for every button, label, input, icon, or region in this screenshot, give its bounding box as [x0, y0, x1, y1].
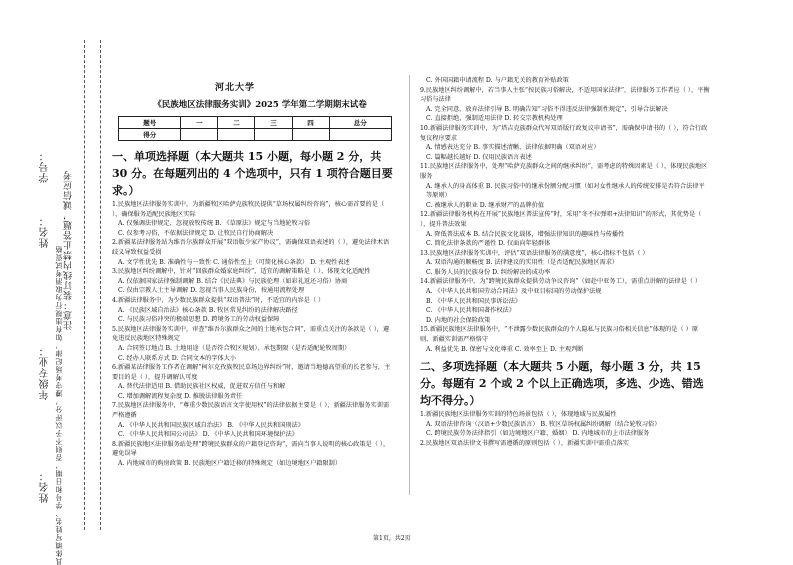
question-line: 7.民族地区法律服务中，“尊重少数民族语言文字使用权”的法律依据主要是（ ），新疆法律服务实训需严格遵循: [112, 402, 390, 420]
answer-option: C. 被继承人的职业 D. 继承财产的品牌价值: [426, 201, 545, 209]
answer-option: A. 仅依据国家法律强制调解 B. 结合《民法典》与民族伦理（如彩礼返还习俗）协商: [118, 277, 348, 285]
answer-option: C. 简化法律条款的严谨性 D. 仅面向年轻群体: [426, 240, 551, 248]
score-cell: [329, 129, 391, 141]
right-questions: [420, 76, 710, 354]
answer-option: A. 双语法律咨询（汉语+少数民族语言） B. 牧区草场权属纠纷调解（结合轮牧习俗）: [426, 420, 661, 428]
question-line: 4.新疆法律服务中，为少数民族群众提供“双语普法”时，不适宜的内容是（ ）: [112, 296, 325, 304]
question-line: 8.新疆民族地区法律服务站处理“跨境民族群众的户籍登记咨询”，需向当事人说明的核心政策是（ ），避免误导: [112, 440, 390, 458]
university-name: 河北大学: [215, 83, 256, 93]
answer-option: D. 内地的社会保险政策: [426, 316, 491, 324]
score-cell: [181, 129, 218, 141]
score-table-score-row: [119, 129, 392, 141]
exam-title: 《民族地区法律服务实训》2025 学年第二学期期末试卷: [153, 100, 367, 110]
score-table: [118, 116, 392, 141]
answer-option: A. 《中华人民共和国民族区域自治法》 B. 《中华人民共和国刑法》: [118, 421, 304, 429]
answer-option: A. 替代法律适用 B. 借助民族社区权威，促进双方信任与和解: [118, 383, 286, 391]
name-label: 姓名：: [40, 215, 51, 248]
name-label-bottom: 姓名：: [40, 470, 51, 503]
binding-dashed-line: [84, 40, 85, 530]
answer-option: C. 《中华人民共和国著作权法》: [426, 307, 515, 315]
score-cell: 四: [292, 117, 329, 129]
question-line: 11.民族地区法律服务中，处理“哈萨克族群众之间的继承纠纷”，需考虑的特殊因素是（ ），体现民族地区服务: [420, 163, 708, 180]
score-cell: 一: [181, 117, 218, 129]
score-cell: 二: [218, 117, 255, 129]
question-line: 1.新疆民族地区法律服务实训的特色场景包括（ ），体现地域与民族属性: [420, 411, 617, 419]
score-cell: [218, 129, 255, 141]
section1-heading: 一、单项选择题（本大题共 15 小题，每小题 2 分，共 30 分。在每题列出的 4 个选项中，只有 1 项符合题目要求。）: [112, 150, 393, 197]
answer-option: A. 文学性优先 B. 准确性与一致性 C. 通俗性至上（可简化核心条款） D. 主观性表述: [118, 258, 350, 266]
binding-dashed-line-inner: [100, 40, 101, 530]
answer-option: A. 合同签订地点 B. 土地用途（是否符合牧区规划）、承包期限（是否适配轮牧周期）: [118, 344, 351, 352]
binding-strip: [0, 0, 108, 565]
question-line: 15.新疆民族地区法律服务中，“不泄露少数民族群众的个人隐私与民族习俗相关信息”体现的是（ ）原则，新疆实训需严格恪守: [420, 326, 699, 344]
question-line: 14.新疆法律服务中，为“跨境民族群众提供劳动争议咨询”（如赴中亚务工），需重点讲解的法律是（ ）: [420, 278, 702, 286]
question-line: 5.民族地区法律服务实训中，审查“维吾尔族群众之间的土地承包合同”，需重点关注的条款是（ ），避免违反民族地区特殊规定: [112, 325, 390, 343]
answer-option: A. 仅强调法律规定，忽视放牧传统 B. 《草原法》规定与当地轮牧习俗: [118, 220, 311, 228]
question-line: 9.民族地区纠纷调解中，若当事人主张“按民族习俗解决，不适用国家法律”，法律服务工作者应（ ），平衡习俗与法律: [420, 86, 710, 104]
binding-notice: 注意：装订线内禁止答题，诚信应考: [64, 170, 74, 330]
score-cell: [292, 129, 329, 141]
answer-option: C. 仅由宗教人士主导调解 D. 忽视当事人民族身份，按通用流程处理: [118, 287, 305, 295]
answer-option: A. 降低普法成本 B. 结合民族文化载体，增强法律知识的趣味性与传播性: [426, 230, 625, 238]
left-column: [112, 146, 394, 469]
question-line: 12.新疆法律服务机构在开展“民族地区普法宣传”时，采用“冬不拉弹唱+法律知识”的形式，其优势是（ ），提升普法效果: [420, 211, 702, 228]
answer-option: C. 仅参考习俗，不依据法律规定 D. 让牧民自行协商解决: [118, 229, 274, 237]
question-line: 13.民族地区法律服务实训中，评估“双语法律服务的满意度”，核心指标不包括（ ）: [420, 249, 649, 257]
answer-option: C. 外国国籍申请流程 D. 与户籍无关的教育补贴政策: [426, 77, 569, 84]
question-line: 3.民族地区纠纷调解中，针对“回族群众婚家庭纠纷”，适宜的调解策略是（ ），体现文化适配性: [112, 268, 371, 276]
score-cell: 得分: [119, 129, 181, 141]
answer-option: C. 篇幅越长越好 D. 仅用民族语言表述: [426, 153, 532, 161]
right-column: [420, 76, 710, 449]
answer-option: C. 直接拒绝，强制适用法律 D. 转交宗教机构处理: [426, 115, 563, 123]
answer-option: C. 经办人联系方式 D. 合同文本的字体大小: [118, 354, 237, 362]
answer-option: A. 《民族区域自治法》核心条款 B. 牧区常见纠纷的法律解决路径: [118, 306, 298, 314]
question-line: 2.新疆某法律服务站为维吾尔族群众开展“双语版少家产协议”，需确保双语表述的（ ），避免法律术语歧义导致权益受损: [112, 239, 390, 256]
answer-option: C. 《中华人民共和国公司法》 D. 《中华人民共和国环境保护法》: [118, 431, 298, 439]
question-line: 6.新疆某法律服务工作者在调解“柯尔克孜族牧民草场边界纠纷”时，邀请当地德高望重的长老参与，主要目的是（ ），提升调解认可度: [112, 364, 391, 381]
section2-heading: 二、多项选择题（本大题共 5 小题，每小题 3 分，共 15 分。每题有 2 个或 2 个以上正确选项，多选、少选、错选均不得分。）: [420, 360, 704, 408]
right-questions-2: [420, 410, 710, 448]
answer-option: A. 完全同意，放弃法律引导 B. 明确告知“习俗不得违反法律强制性规定”，引导合法解决: [426, 105, 668, 113]
grade-major-label: 年级专业：: [40, 345, 51, 400]
score-table-header-row: [119, 117, 392, 129]
left-questions: [112, 200, 394, 469]
score-cell: 总分: [329, 117, 391, 129]
answer-option: C. 跨境民族劳务法律指引（如边境地区户籍、婚姻） D. 内地城市的上市法律服务: [426, 430, 650, 438]
student-id-label: 学号：: [40, 150, 51, 183]
answer-option: B. 《中华人民共和国民事诉讼法》: [426, 297, 522, 305]
question-line: 2.民族地区双语法律文书撰写需遵循的原则包括（ ），新疆实训中需重点落实: [420, 440, 629, 447]
answer-option: A. 双语沟通的顺畅度 B. 法律建议的实用性（是否适配民族地区需求）: [426, 259, 619, 267]
score-cell: [255, 129, 292, 141]
answer-option: A. 内地城市的购房政策 B. 民族地区户籍迁移的特殊规定（如边境地区户籍限制）: [118, 460, 342, 468]
question-line: 10.新疆法律服务实训中，为“塔吉克族群众代写双语版行政复议申请书”，需确保申请书的（ ），符合行政复议程序要求: [420, 124, 708, 142]
score-cell: 三: [255, 117, 292, 129]
answer-option: A. 利益优先 B. 保密与文化尊重 C. 效率至上 D. 主观判断: [426, 345, 584, 353]
score-cell: 题号: [119, 117, 181, 129]
answer-option: A. 《中华人民共和国劳动合同法》及中亚目标国的劳动保护法规: [426, 288, 602, 296]
fill-hint: 具体填写姓名、学号和日期，否则不予以评分，遵守考场纪律，如有违规行为取消考试资格: [55, 245, 63, 565]
column-divider: [409, 75, 410, 495]
page-footer: 第1页，共2页: [373, 535, 411, 542]
answer-option: C. 服务人员的民族身份 D. 纠纷解决的成功率: [426, 268, 551, 276]
answer-option: A. 继承人的身高体重 B. 民族习俗中的继承份额分配习惯（如对女性继承人的传统安排是否符合法律平等原则）: [426, 182, 705, 200]
answer-option: C. 增加调解流程复杂度 D. 推脱法律服务责任: [118, 392, 243, 400]
answer-option: C. 与民族习俗冲突的极端思想 D. 跨境务工的劳动权益保障: [118, 316, 280, 324]
answer-option: A. 情感表达充分 B. 事实描述清晰、法律依据明确（双语对应）: [426, 144, 600, 152]
question-line: 1.民族地区法律服务实训中，为新疆牧区哈萨克族牧民提供“草场权属纠纷咨询”，核心需首要的是（ ），确保服务适配民族地区实际: [112, 201, 385, 218]
